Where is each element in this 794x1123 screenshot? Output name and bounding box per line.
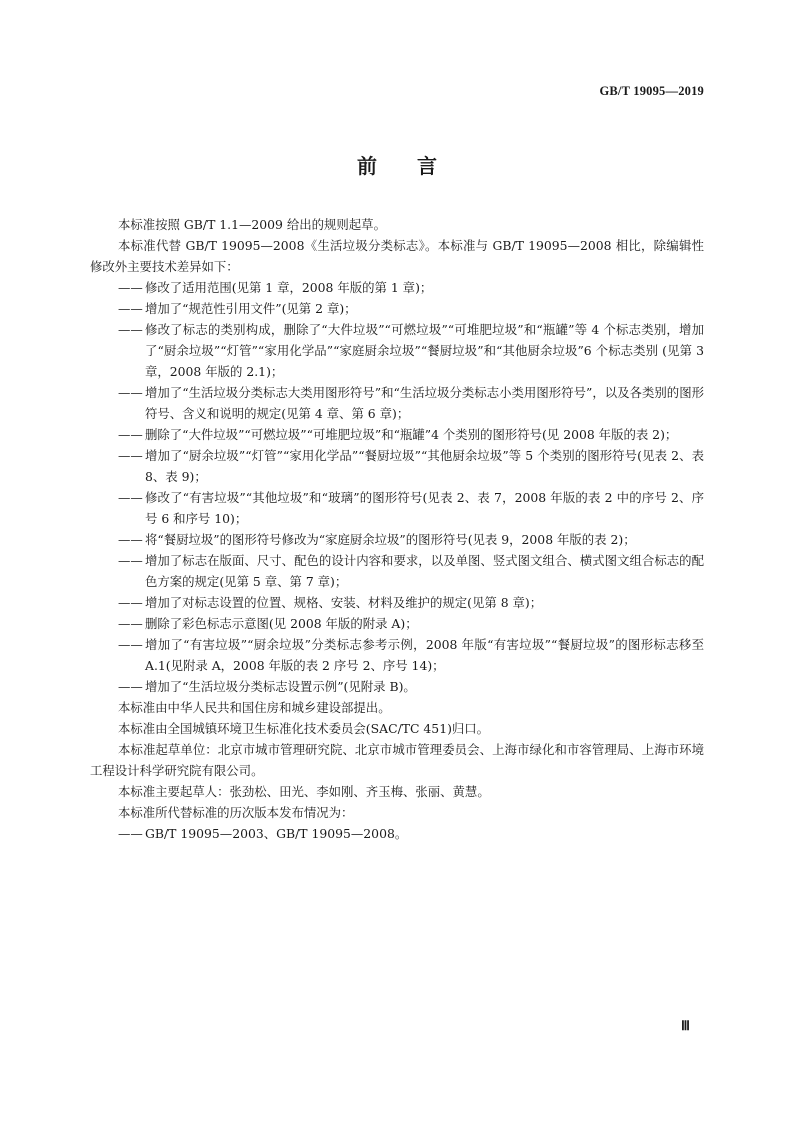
standard-code: GB/T 19095—2019 xyxy=(599,84,704,98)
change-item: —— 增加了“规范性引用文件”(见第 2 章)； xyxy=(90,298,704,319)
preface-body xyxy=(90,214,704,844)
paragraph-committee: 本标准由全国城镇环境卫生标准化技术委员会(SAC/TC 451)归口。 xyxy=(118,721,490,736)
page-title: 前言 xyxy=(357,154,477,178)
dash-marker: —— xyxy=(118,322,143,337)
dash-marker: —— xyxy=(118,385,143,400)
dash-marker: —— xyxy=(118,448,143,463)
change-item: —— 修改了标志的类别构成，删除了“大件垃圾”“可燃垃圾”“可堆肥垃圾”和“瓶罐”等 4 个标志类别，增加了“厨余垃圾”“灯管”“家用化学品”“家庭厨余垃圾”“餐厨垃圾”和“其他厨余垃圾”6 个标志类别 (见第 3 章，2008 年版的 2.1)； xyxy=(90,319,704,382)
dash-marker: —— xyxy=(118,826,143,841)
paragraph-replaces: 本标准代替 GB/T 19095—2008《生活垃圾分类标志》。本标准与 GB/T 19095—2008 相比，除编辑性修改外主要技术差异如下： xyxy=(90,238,704,274)
change-item: —— 删除了“大件垃圾”“可燃垃圾”“可堆肥垃圾”和“瓶罐”4 个类别的图形符号(见 2008 年版的表 2)； xyxy=(90,424,704,445)
change-item: —— 增加了标志在版面、尺寸、配色的设计内容和要求，以及单图、竖式图文组合、横式图文组合标志的配色方案的规定(见第 5 章、第 7 章)； xyxy=(90,550,704,592)
paragraph-history-intro: 本标准所代替标准的历次版本发布情况为： xyxy=(118,805,354,820)
paragraph-drafting-units: 本标准起草单位：北京市城市管理研究院、北京市城市管理委员会、上海市绿化和市容管理局、上海市环境工程设计科学研究院有限公司。 xyxy=(90,742,704,778)
dash-marker: —— xyxy=(118,427,143,442)
dash-marker: —— xyxy=(118,637,143,652)
change-item: —— 增加了“厨余垃圾”“灯管”“家用化学品”“餐厨垃圾”“其他厨余垃圾”等 5 个类别的图形符号(见表 2、表 8、表 9)； xyxy=(90,445,704,487)
dash-marker: —— xyxy=(118,616,143,631)
change-item: —— 将“餐厨垃圾”的图形符号修改为“家庭厨余垃圾”的图形符号(见表 9，2008 年版的表 2)； xyxy=(90,529,704,550)
dash-marker: —— xyxy=(118,532,143,547)
dash-marker: —— xyxy=(118,679,143,694)
paragraph-drafting-rule: 本标准按照 GB/T 1.1—2009 给出的规则起草。 xyxy=(118,217,386,232)
dash-marker: —— xyxy=(118,301,143,316)
change-item: —— 删除了彩色标志示意图(见 2008 年版的附录 A)； xyxy=(90,613,704,634)
change-item: —— 增加了“有害垃圾”“厨余垃圾”分类标志参考示例，2008 年版“有害垃圾”“餐厨垃圾”的图形标志移至 A.1(见附录 A，2008 年版的表 2 序号 2、序号 14)； xyxy=(90,634,704,676)
history-item: —— GB/T 19095—2003、GB/T 19095—2008。 xyxy=(90,823,704,844)
change-item: —— 修改了适用范围(见第 1 章，2008 年版的第 1 章)； xyxy=(90,277,704,298)
paragraph-proposer: 本标准由中华人民共和国住房和城乡建设部提出。 xyxy=(118,700,391,715)
dash-marker: —— xyxy=(118,490,143,505)
page-number: Ⅲ xyxy=(681,1018,690,1033)
dash-marker: —— xyxy=(118,280,143,295)
paragraph-drafters: 本标准主要起草人：张劲松、田光、李如刚、齐玉梅、张丽、黄慧。 xyxy=(118,784,490,799)
change-item: —— 增加了对标志设置的位置、规格、安装、材料及维护的规定(见第 8 章)； xyxy=(90,592,704,613)
change-item: —— 修改了“有害垃圾”“其他垃圾”和“玻璃”的图形符号(见表 2、表 7，2008 年版的表 2 中的序号 2、序号 6 和序号 10)； xyxy=(90,487,704,529)
change-item: —— 增加了“生活垃圾分类标志设置示例”(见附录 B)。 xyxy=(90,676,704,697)
dash-marker: —— xyxy=(118,595,143,610)
change-item: —— 增加了“生活垃圾分类标志大类用图形符号”和“生活垃圾分类标志小类用图形符号”，以及各类别的图形符号、含义和说明的规定(见第 4 章、第 6 章)； xyxy=(90,382,704,424)
dash-marker: —— xyxy=(118,553,143,568)
